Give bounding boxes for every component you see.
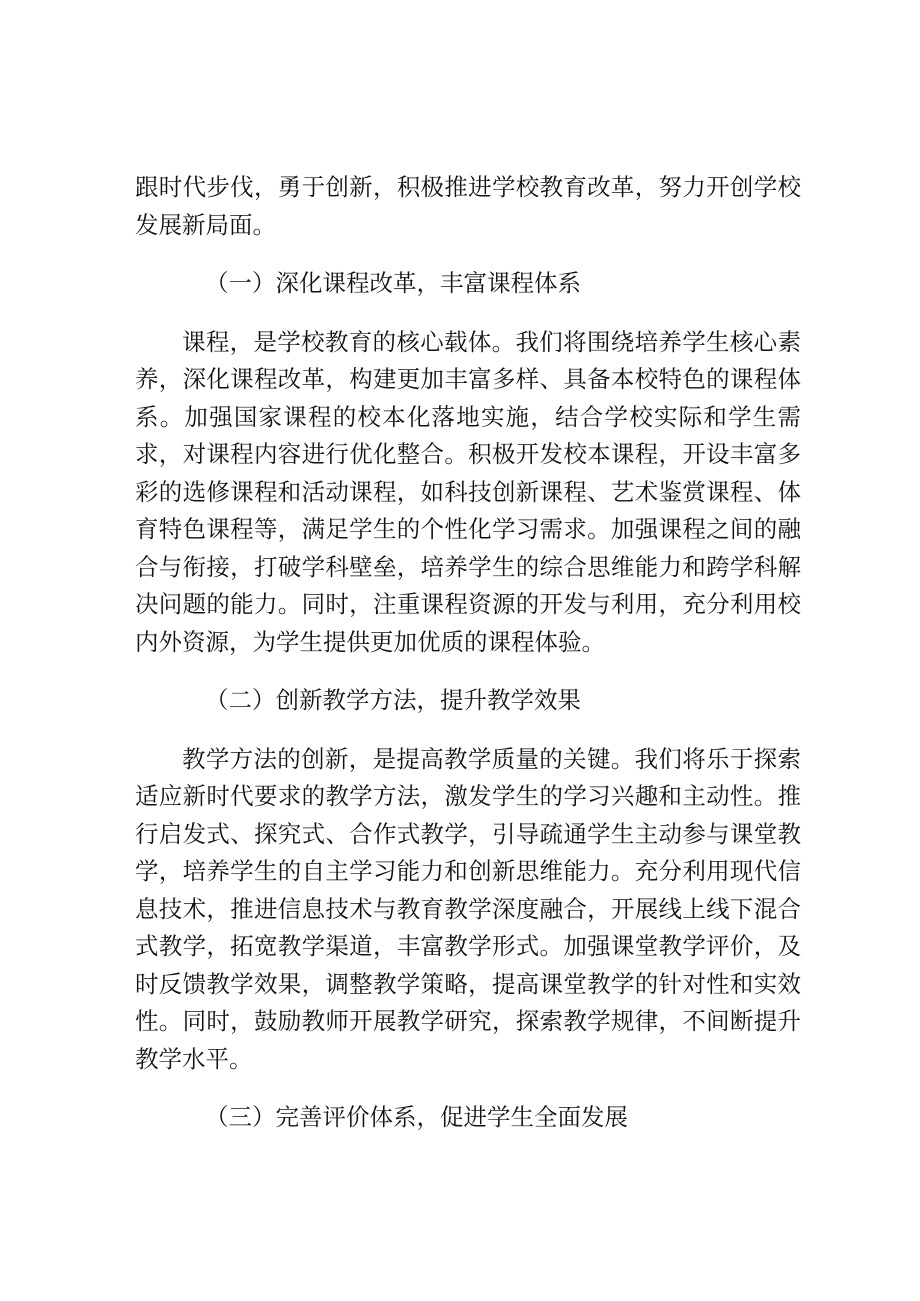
paragraph-continued: 跟时代步伐，勇于创新，积极推进学校教育改革，努力开创学校发展新局面。 bbox=[135, 173, 801, 239]
section-heading-2: （二）创新教学方法，提升教学效果 bbox=[205, 686, 581, 714]
section-heading-1: （一）深化课程改革，丰富课程体系 bbox=[205, 269, 581, 297]
paragraph-curriculum: 课程，是学校教育的核心载体。我们将围绕培养学生核心素养，深化课程改革，构建更加丰富多样、具备本校特色的课程体系。加强国家课程的校本化落地实施，结合学校实际和学生需求，对课程内容进行优化整合。积极开发校本课程，开设丰富多彩的选修课程和活动课程，如科技创新课程、艺术鉴赏课程、体育特色课程等，满足学生的个性化学习需求。加强课程之间的融合与衔接，打破学科壁垒，培养学生的综合思维能力和跨学科解决问题的能力。同时，注重课程资源的开发与利用，充分利用校内外资源，为学生提供更加优质的课程体验。 bbox=[135, 327, 801, 656]
paragraph-teaching-methods: 教学方法的创新，是提高教学质量的关键。我们将乐于探索适应新时代要求的教学方法，激发学生的学习兴趣和主动性。推行启发式、探究式、合作式教学，引导疏通学生主动参与课堂教学，培养学生的自主学习能力和创新思维能力。充分利用现代信息技术，推进信息技术与教育教学深度融合，开展线上线下混合式教学，拓宽教学渠道，丰富教学形式。加强课堂教学评价，及时反馈教学效果，调整教学策略，提高课堂教学的针对性和实效性。同时，鼓励教师开展教学研究，探索教学规律，不间断提升教学水平。 bbox=[135, 744, 801, 1073]
section-heading-3: （三）完善评价体系，促进学生全面发展 bbox=[205, 1103, 628, 1131]
document-body bbox=[135, 169, 801, 1137]
